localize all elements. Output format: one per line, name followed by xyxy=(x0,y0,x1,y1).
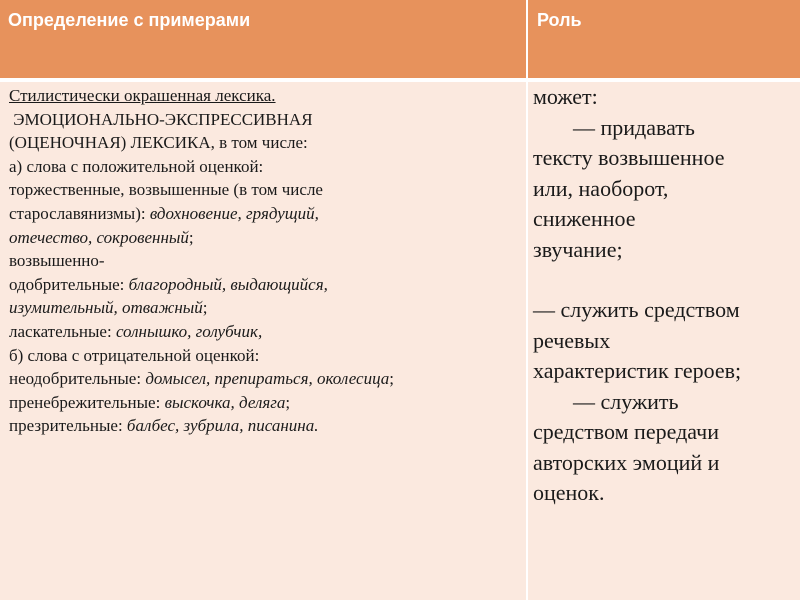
disapproving-label: неодобрительные: xyxy=(9,369,146,389)
solemn-line-2: отечество, сокровенный; xyxy=(9,227,194,247)
role-item3-line2: средством передачи xyxy=(533,419,719,444)
approving-examples-2: изумительный, отважный xyxy=(9,298,203,318)
definition-subtitle-line2: (ОЦЕНОЧНАЯ) ЛЕКСИКА, в том числе: xyxy=(9,133,308,153)
column-divider xyxy=(526,0,528,600)
dismissive-line: пренебрежительные: выскочка, деляга; xyxy=(9,392,291,412)
role-item1-line2: тексту возвышенное xyxy=(533,145,725,170)
negative-heading: б) слова с отрицательной оценкой: xyxy=(9,345,260,365)
role-item3-line1: — служить xyxy=(573,388,679,414)
dismissive-examples: выскочка, деляга xyxy=(164,392,286,412)
affectionate-label: ласкательные: xyxy=(9,321,116,341)
definition-subtitle-line1: ЭМОЦИОНАЛЬНО-ЭКСПРЕССИВНАЯ xyxy=(9,109,313,129)
table-header-row xyxy=(0,0,800,78)
role-item1-line5: звучание; xyxy=(533,236,623,262)
definition-cell xyxy=(9,84,521,438)
role-intro: может: xyxy=(533,84,598,109)
header-definition: Определение с примерами xyxy=(8,10,251,30)
approving-examples-1: благородный, выдающийся, xyxy=(128,274,328,294)
solemn-label: торжественные, возвышенные (в том числе xyxy=(9,180,323,200)
approving-label-1: возвышенно- xyxy=(9,251,105,271)
definition-title: Стилистически окрашенная лексика. xyxy=(9,86,276,105)
role-item1-line3: или, наоборот, xyxy=(533,175,669,201)
header-role: Роль xyxy=(537,10,582,30)
role-gap xyxy=(533,265,795,295)
affectionate-line xyxy=(9,320,521,344)
positive-heading: а) слова с положительной оценкой: xyxy=(9,156,264,176)
affectionate-examples: солнышко, голубчик, xyxy=(115,321,263,341)
approving-label-2: одобрительные: xyxy=(9,274,129,294)
role-item2-line1: — служить средством xyxy=(533,297,740,322)
role-item2-line2: речевых xyxy=(533,327,611,353)
approving-line xyxy=(9,273,521,297)
solemn-label-cont: старославянизмы): xyxy=(9,203,150,223)
role-item1-line4: сниженное xyxy=(533,206,636,231)
role-item2-line3: характеристик героев; xyxy=(533,358,742,383)
disapproving-examples: домысел, препираться, околесица xyxy=(145,369,390,389)
solemn-examples-2: отечество, сокровенный xyxy=(9,227,189,247)
approving-line-2: изумительный, отважный; xyxy=(9,298,208,318)
solemn-examples-1: вдохновение, грядущий, xyxy=(149,203,319,223)
contemptuous-label: презрительные: xyxy=(9,416,127,436)
solemn-line xyxy=(9,202,521,226)
role-cell xyxy=(533,82,795,509)
dismissive-label: пренебрежительные: xyxy=(9,392,165,412)
contemptuous-examples: балбес, зубрила, писанина. xyxy=(126,416,319,436)
role-item1-line1: — придавать xyxy=(573,114,695,140)
role-item3-line3: авторских эмоций и xyxy=(533,449,720,475)
disapproving-line: неодобрительные: домысел, препираться, околесица; xyxy=(9,369,395,389)
contemptuous-line xyxy=(9,414,521,438)
role-item3-line4: оценок. xyxy=(533,480,605,505)
